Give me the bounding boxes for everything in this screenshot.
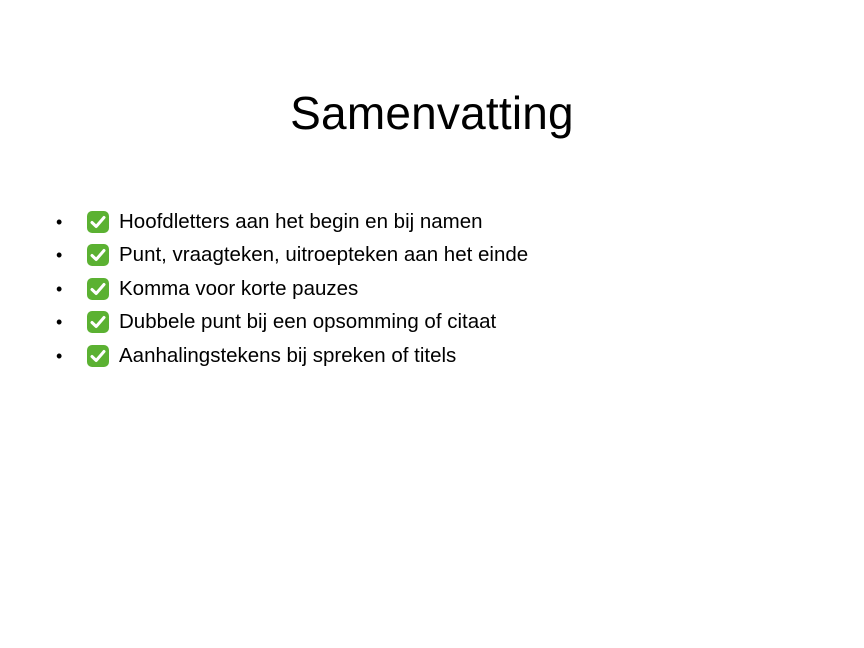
list-item-label: Dubbele punt bij een opsomming of citaat	[119, 310, 497, 334]
list-item-label: Hoofdletters aan het begin en bij namen	[119, 209, 483, 233]
check-mark-button-icon	[86, 310, 110, 334]
bullet-icon: •	[56, 245, 63, 266]
list-item	[56, 272, 816, 306]
check-mark-button-icon	[86, 277, 110, 301]
bullet-icon: •	[56, 278, 63, 299]
bullet-icon: •	[56, 211, 63, 232]
list-item-label: Aanhalingstekens bij spreken of titels	[119, 343, 457, 367]
check-mark-button-icon	[86, 243, 110, 267]
check-mark-button-icon	[86, 210, 110, 234]
bullet-icon: •	[56, 312, 63, 333]
list-item	[56, 306, 816, 340]
list-item	[56, 339, 816, 373]
check-mark-button-icon	[86, 344, 110, 368]
summary-list	[56, 205, 816, 373]
list-item	[56, 239, 816, 273]
list-item	[56, 205, 816, 239]
slide-title: Samenvatting	[290, 86, 574, 139]
list-item-label: Komma voor korte pauzes	[119, 276, 359, 300]
list-item-label: Punt, vraagteken, uitroepteken aan het einde	[119, 243, 529, 267]
bullet-icon: •	[56, 345, 63, 366]
